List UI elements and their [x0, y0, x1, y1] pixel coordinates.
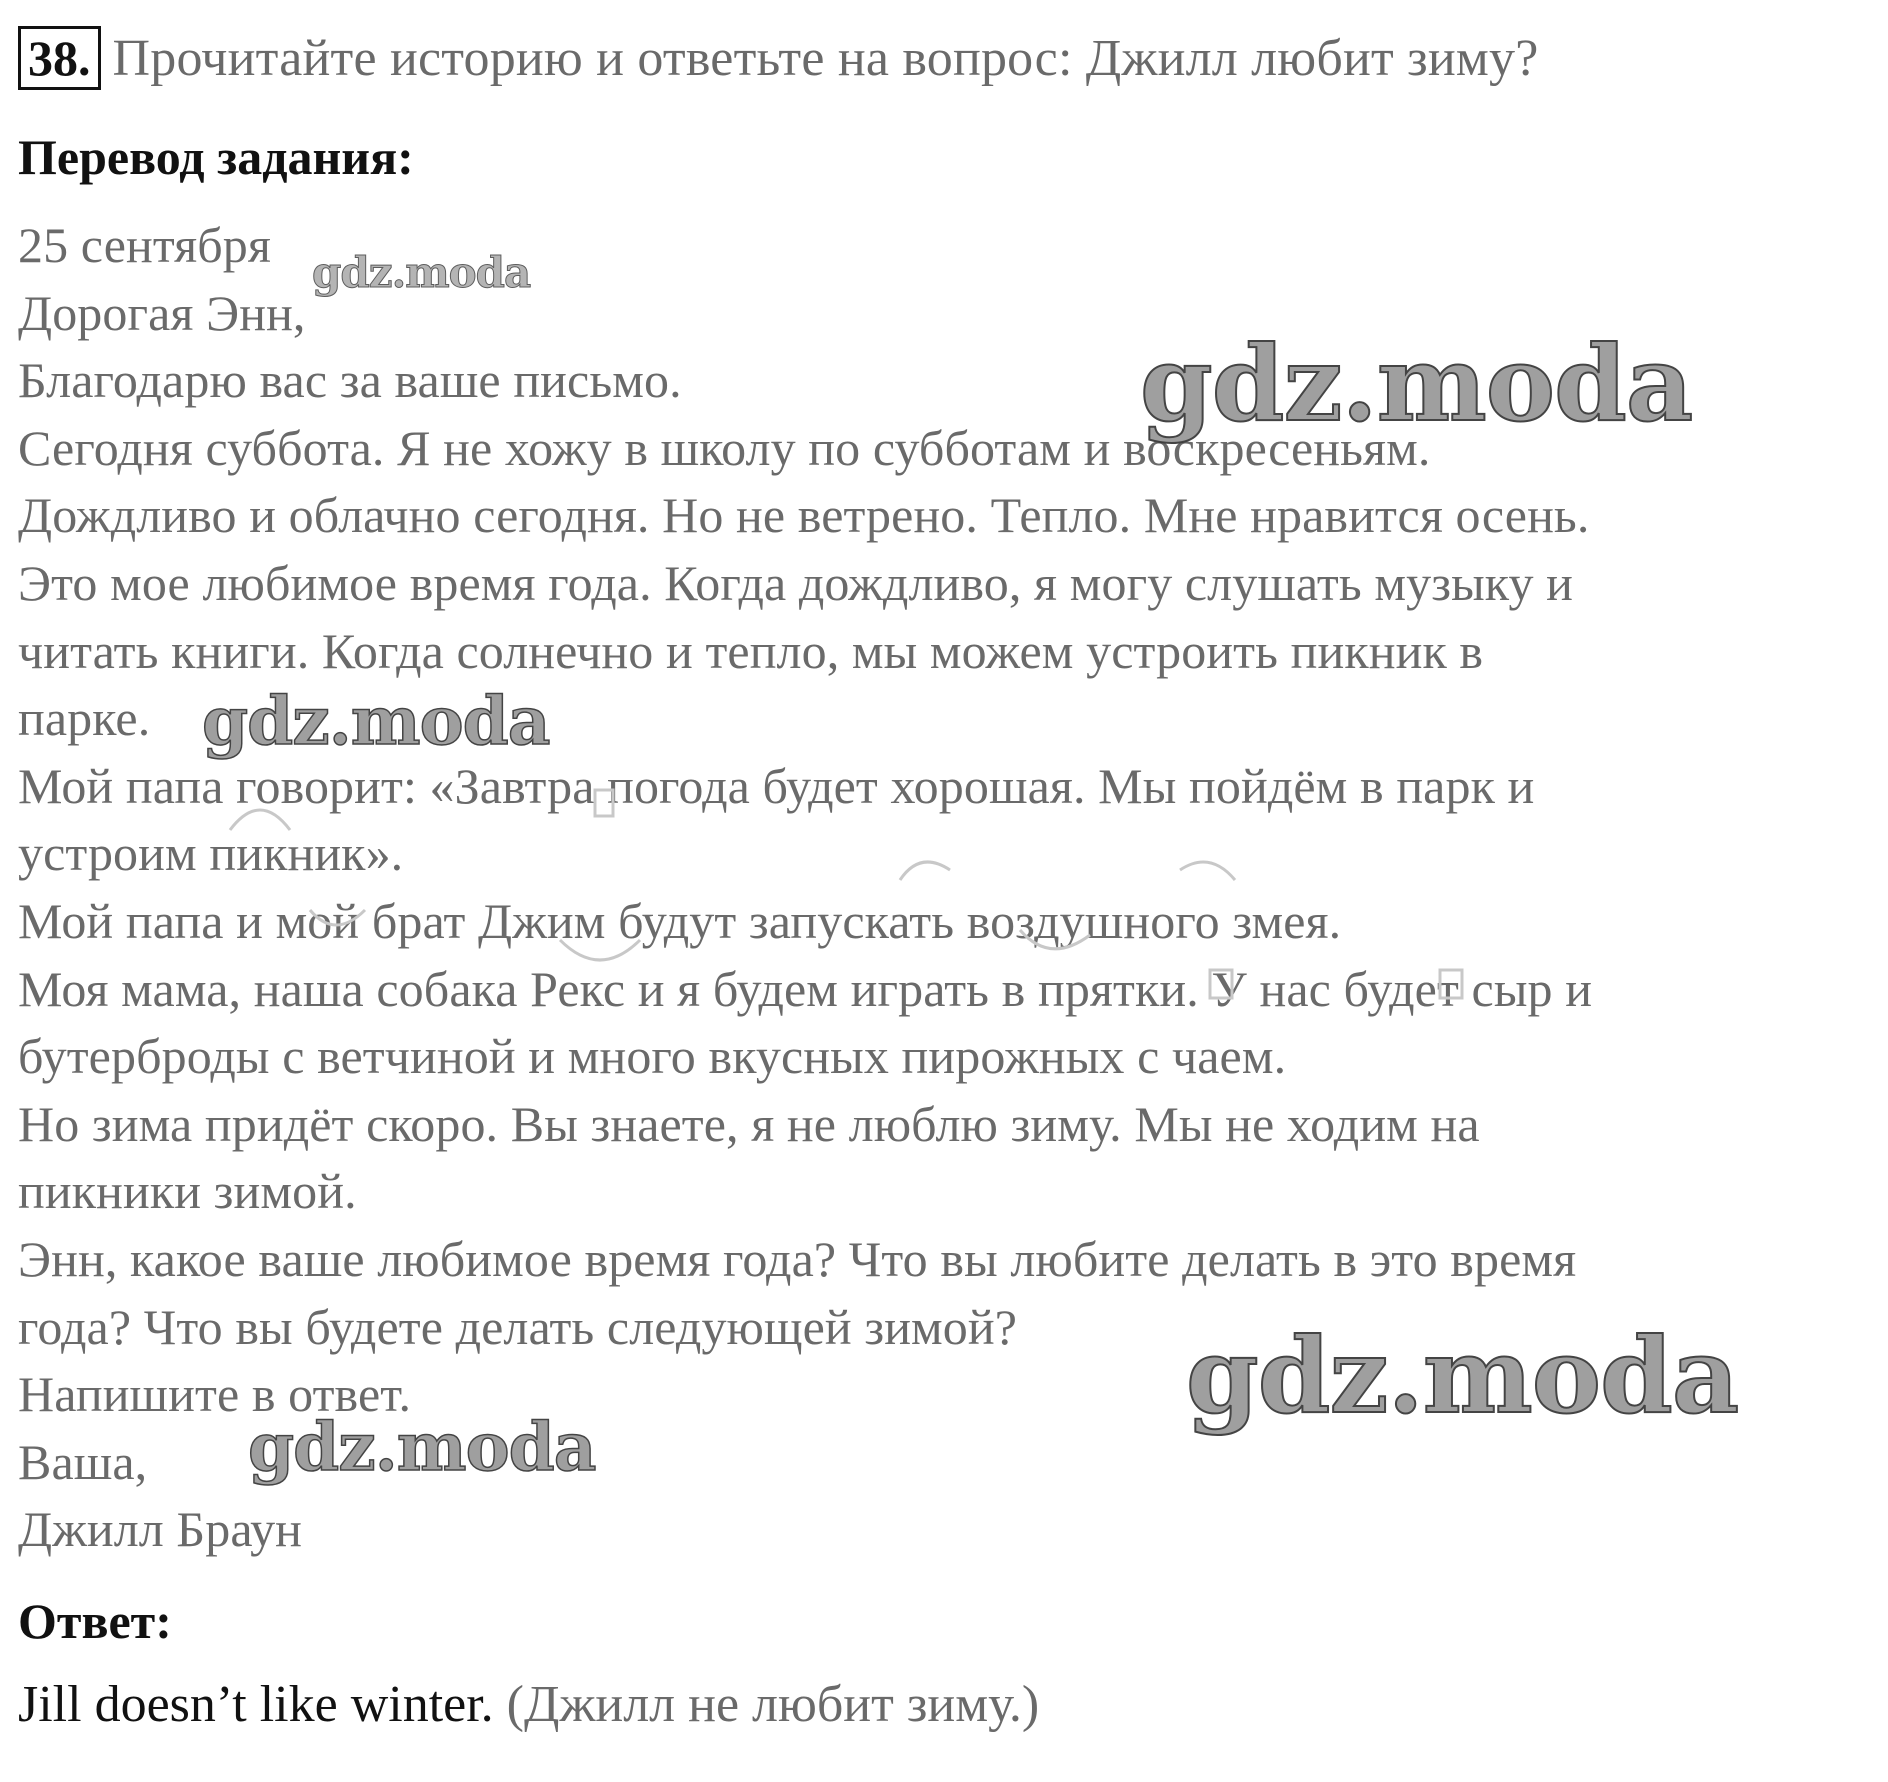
watermark-text: gdz.moda [1186, 1314, 1739, 1437]
letter-line: Благодарю вас за ваше письмо. [18, 352, 682, 409]
letter-closing-request: Напишите в ответ. [18, 1366, 412, 1423]
letter-line: пикники зимой. [18, 1163, 357, 1220]
letter-date: 25 сентября [18, 217, 271, 273]
letter-signature: Джилл Браун [18, 1501, 303, 1558]
letter-line: Дождливо и облачно сегодня. Но не ветрено. Тепло. Мне нравится осень. [18, 487, 1590, 544]
answer-english: Jill doesn’t like winter. [18, 1676, 494, 1733]
letter-line: года? Что вы будете делать следующей зимой? [18, 1298, 1018, 1355]
letter-line: Моя мама, наша собака Рекс и я будем играть в прятки. У нас будет сыр и [18, 960, 1593, 1017]
letter-line: Сегодня суббота. Я не хожу в школу по субботам и воскресеньям. [18, 419, 1431, 476]
letter-line: парке. [18, 690, 151, 747]
watermark-text: gdz.moda [312, 248, 531, 297]
letter-line: Это мое любимое время года. Когда дождливо, я могу слушать музыку и [18, 554, 1574, 611]
watermark-text: gdz.moda [1140, 322, 1693, 445]
task-question: Прочитайте историю и ответьте на вопрос: Джилл любит зиму? [112, 29, 1539, 87]
letter-greeting: Дорогая Энн, [18, 284, 306, 341]
answer-heading: Ответ: [18, 1593, 172, 1649]
translation-heading: Перевод задания: [18, 129, 414, 185]
task-number: 38. [18, 26, 101, 90]
letter-line: бутерброды с ветчиной и много вкусных пирожных с чаем. [18, 1028, 1287, 1085]
letter-line: устроим пикник». [18, 825, 404, 882]
letter-line: читать книги. Когда солнечно и тепло, мы можем устроить пикник в [18, 622, 1484, 679]
letter-line: Мой папа и мой брат Джим будут запускать воздушного змея. [18, 892, 1342, 949]
letter-line: Мой папа говорит: «Завтра погода будет хорошая. Мы пойдём в парк и [18, 757, 1535, 814]
letter-line: Энн, какое ваше любимое время года? Что вы любите делать в это время [18, 1230, 1577, 1287]
watermark-text: gdz.moda [248, 1408, 596, 1486]
answer-line [18, 1675, 1039, 1734]
watermark-text: gdz.moda [202, 682, 550, 760]
letter-line: Но зима придёт скоро. Вы знаете, я не люблю зиму. Мы не ходим на [18, 1095, 1480, 1152]
letter-signoff: Ваша, [18, 1433, 148, 1490]
answer-russian: (Джилл не любит зиму.) [493, 1676, 1040, 1733]
task-header [18, 26, 1539, 90]
